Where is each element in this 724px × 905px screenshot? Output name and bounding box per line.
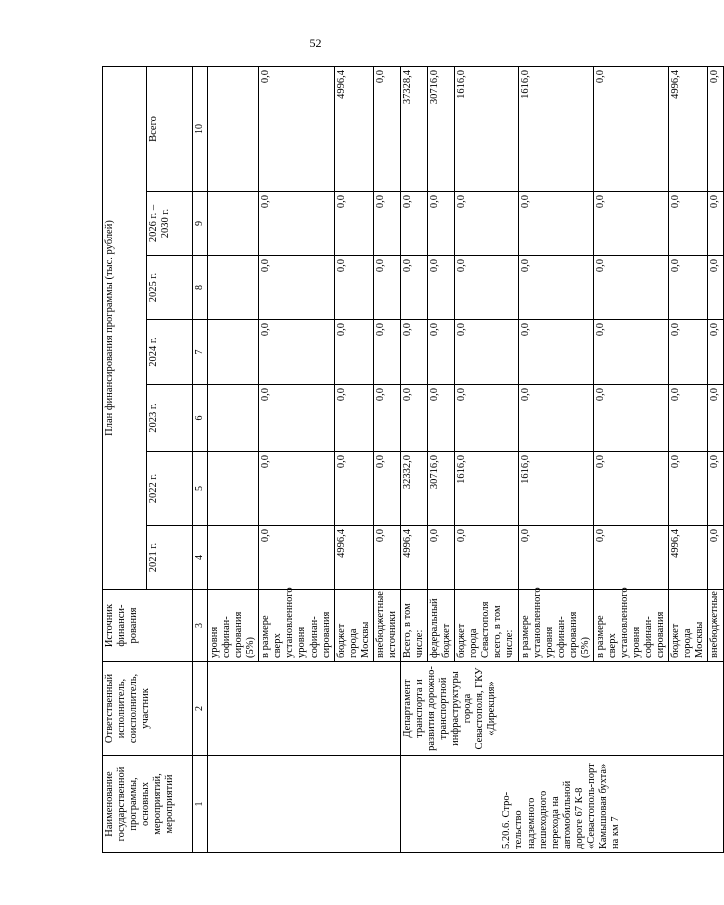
- value-cell: 0,0: [400, 385, 427, 452]
- value-cell: 0,0: [334, 192, 373, 256]
- value-cell: 0,0: [428, 192, 455, 256]
- value-cell: 0,0: [400, 320, 427, 385]
- header-name: Наименование государственной программы, основных мероприятий, мероприятий: [103, 756, 193, 853]
- value-cell: 0,0: [593, 385, 668, 452]
- value-cell: 0,0: [669, 385, 708, 452]
- value-cell: 0,0: [428, 385, 455, 452]
- source-cell: федеральный бюджет: [428, 590, 455, 662]
- value-cell: 4996,4: [669, 526, 708, 590]
- value-cell: 0,0: [708, 385, 723, 452]
- value-cell: 0,0: [593, 67, 668, 192]
- value-cell: 0,0: [259, 192, 334, 256]
- header-total: Всего: [147, 67, 193, 192]
- col-number: 9: [193, 192, 208, 256]
- value-cell: 0,0: [669, 320, 708, 385]
- value-cell: 0,0: [593, 452, 668, 526]
- value-cell: 0,0: [373, 452, 400, 526]
- value-cell: 4996,4: [334, 67, 373, 192]
- rotated-table-container: [102, 67, 721, 853]
- table-row: [208, 67, 259, 853]
- value-cell: 0,0: [708, 452, 723, 526]
- col-number: 2: [193, 662, 208, 756]
- value-cell: 0,0: [669, 452, 708, 526]
- header-year: 2024 г.: [147, 320, 193, 385]
- value-cell: 0,0: [428, 320, 455, 385]
- value-cell: 0,0: [593, 320, 668, 385]
- col-number: 1: [193, 756, 208, 853]
- value-cell: 0,0: [708, 320, 723, 385]
- col-number: 7: [193, 320, 208, 385]
- value-cell: 1616,0: [455, 67, 518, 192]
- value-cell: 0,0: [593, 526, 668, 590]
- col-number: 10: [193, 67, 208, 192]
- value-cell: 1616,0: [518, 67, 593, 192]
- source-cell: бюджет города Москвы: [669, 590, 708, 662]
- source-cell: внебюджетные источники: [373, 590, 400, 662]
- page-number: 52: [309, 36, 322, 50]
- value-cell: 0,0: [259, 67, 334, 192]
- value-cell: 0,0: [400, 192, 427, 256]
- value-cell: 0,0: [428, 256, 455, 320]
- value-cell: [208, 256, 259, 320]
- source-cell: в размере сверх установленного уровня софинан-сирования: [593, 590, 668, 662]
- value-cell: 0,0: [593, 192, 668, 256]
- value-cell: 4996,4: [669, 67, 708, 192]
- item-name-cell: 5.20.6. Стро-тельство надземного пешеходного перехода на автомобильной дороге 67 К-8 «Севастополь-порт Камышовая бухта» на км 7: [400, 756, 723, 853]
- value-cell: 30716,0: [428, 67, 455, 192]
- value-cell: [208, 192, 259, 256]
- value-cell: 0,0: [259, 526, 334, 590]
- value-cell: 0,0: [593, 256, 668, 320]
- value-cell: 0,0: [373, 526, 400, 590]
- value-cell: 0,0: [708, 67, 723, 192]
- value-cell: 0,0: [373, 67, 400, 192]
- value-cell: 0,0: [259, 385, 334, 452]
- source-cell: в размере сверх установленного уровня софинан-сирования: [259, 590, 334, 662]
- value-cell: 37328,4: [400, 67, 427, 192]
- col-number: 8: [193, 256, 208, 320]
- source-cell: бюджет города Севастополя всего, в том числе:: [455, 590, 518, 662]
- value-cell: 0,0: [669, 256, 708, 320]
- value-cell: 0,0: [518, 526, 593, 590]
- value-cell: 0,0: [669, 192, 708, 256]
- value-cell: [208, 385, 259, 452]
- name-cell-empty: [208, 756, 401, 853]
- value-cell: 0,0: [455, 385, 518, 452]
- financing-table: [102, 66, 724, 853]
- value-cell: 0,0: [455, 256, 518, 320]
- value-cell: 0,0: [455, 192, 518, 256]
- value-cell: [208, 67, 259, 192]
- table-body: [103, 67, 724, 853]
- header-responsible: Ответственный исполнитель, соисполнитель, участник: [103, 662, 193, 756]
- col-number: 4: [193, 526, 208, 590]
- value-cell: 30716,0: [428, 452, 455, 526]
- value-cell: 0,0: [334, 385, 373, 452]
- value-cell: 0,0: [708, 192, 723, 256]
- value-cell: 0,0: [334, 452, 373, 526]
- value-cell: 0,0: [708, 256, 723, 320]
- value-cell: 0,0: [400, 256, 427, 320]
- value-cell: 0,0: [708, 526, 723, 590]
- value-cell: 0,0: [334, 320, 373, 385]
- source-cell: бюджет города Москвы: [334, 590, 373, 662]
- value-cell: 0,0: [455, 526, 518, 590]
- header-plan: План финансирования программы (тыс. рублей): [103, 67, 147, 590]
- table-row: [400, 67, 427, 853]
- source-cell: в размере установленного уровня софинан-сирования (5%): [518, 590, 593, 662]
- value-cell: 0,0: [518, 192, 593, 256]
- value-cell: 0,0: [455, 320, 518, 385]
- value-cell: 1616,0: [455, 452, 518, 526]
- header-year: 2023 г.: [147, 385, 193, 452]
- header-source: Источник финанси-рования: [103, 590, 193, 662]
- value-cell: 4996,4: [334, 526, 373, 590]
- source-cell: уровня софинан-сирования (5%): [208, 590, 259, 662]
- value-cell: 0,0: [259, 320, 334, 385]
- value-cell: 0,0: [259, 256, 334, 320]
- value-cell: 32332,0: [400, 452, 427, 526]
- value-cell: 1616,0: [518, 452, 593, 526]
- column-number-row: [193, 67, 208, 853]
- value-cell: 0,0: [259, 452, 334, 526]
- value-cell: [208, 526, 259, 590]
- value-cell: 0,0: [428, 526, 455, 590]
- header-year: 2025 г.: [147, 256, 193, 320]
- source-cell: внебюджетные: [708, 590, 723, 662]
- value-cell: 0,0: [373, 385, 400, 452]
- value-cell: [208, 452, 259, 526]
- header-year: 2026 г. – 2030 г.: [147, 192, 193, 256]
- value-cell: 0,0: [518, 256, 593, 320]
- value-cell: 0,0: [373, 320, 400, 385]
- col-number: 6: [193, 385, 208, 452]
- value-cell: 0,0: [334, 256, 373, 320]
- col-number: 5: [193, 452, 208, 526]
- header-year: 2021 г.: [147, 526, 193, 590]
- value-cell: 0,0: [518, 385, 593, 452]
- value-cell: 0,0: [373, 192, 400, 256]
- value-cell: 0,0: [518, 320, 593, 385]
- header-year: 2022 г.: [147, 452, 193, 526]
- responsible-cell-empty: [208, 662, 401, 756]
- col-number: 3: [193, 590, 208, 662]
- value-cell: [208, 320, 259, 385]
- source-cell: Всего, в том числе:: [400, 590, 427, 662]
- value-cell: 4996,4: [400, 526, 427, 590]
- item-responsible-cell: Департамент транспорта и развития дорожно-транспортной инфраструктуры города Севастополя, ГКУ «Дирекция»: [400, 662, 723, 756]
- value-cell: 0,0: [373, 256, 400, 320]
